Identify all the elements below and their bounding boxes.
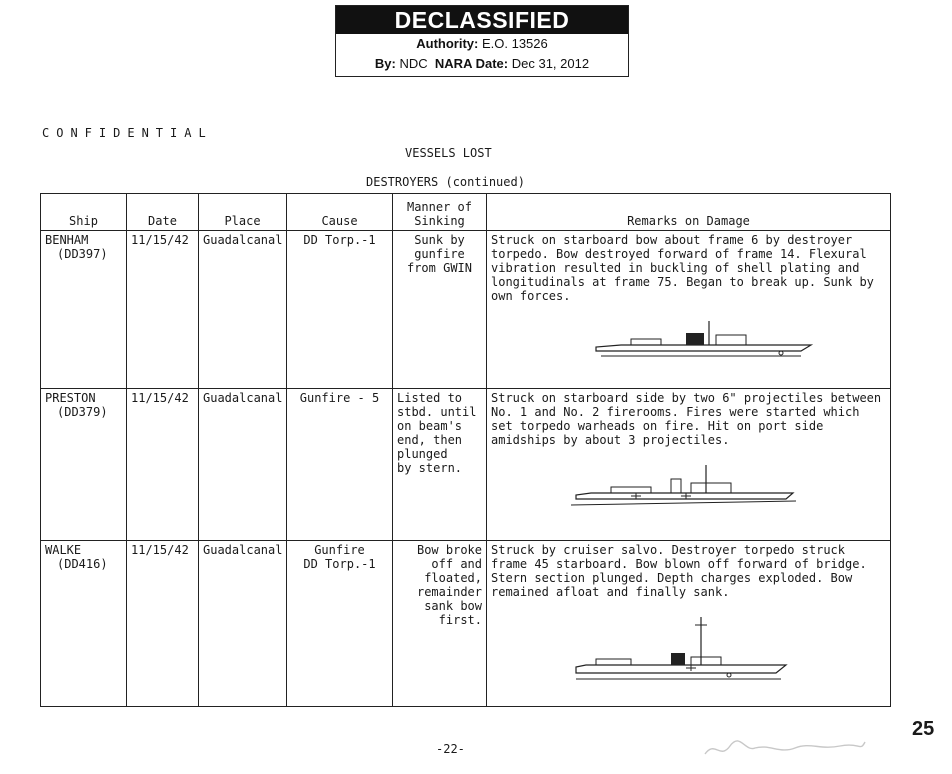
cell-place: Guadalcanal [199, 231, 287, 389]
ship-name: BENHAM [45, 233, 89, 247]
header-cause: Cause [287, 194, 393, 231]
cell-remarks [487, 389, 891, 541]
header-manner-line1: Manner of [406, 200, 473, 214]
cell-cause [287, 541, 393, 707]
vessels-lost-table [40, 193, 891, 707]
stamp-date-value: Dec 31, 2012 [511, 56, 590, 71]
classification-marking: CONFIDENTIAL [42, 126, 213, 140]
cell-remarks [487, 541, 891, 707]
manner-line: sank bow [424, 599, 482, 613]
page-number: -22- [436, 742, 465, 756]
remarks-text: Struck on starboard side by two 6" projectiles between No. 1 and No. 2 firerooms. Fires were started which set torpedo warheads on fire. Hit on port side amidships by about 3 projectiles. [491, 391, 882, 447]
cell-ship [41, 231, 127, 389]
manner-line: first. [438, 613, 482, 627]
header-place: Place [199, 194, 287, 231]
cell-cause: Gunfire - 5 [287, 389, 393, 541]
handwritten-signature [700, 732, 870, 762]
declassified-stamp [335, 5, 629, 77]
cell-manner [393, 389, 487, 541]
cell-date: 11/15/42 [127, 541, 199, 707]
cell-place: Guadalcanal [199, 541, 287, 707]
table-row [41, 231, 891, 389]
manner-line: Listed to [397, 391, 463, 405]
table-header-row [41, 194, 891, 231]
table-row [41, 541, 891, 707]
remarks-text: Struck on starboard bow about frame 6 by destroyer torpedo. Bow destroyed forward of frame 14. Flexural vibration resulted in buckling of shell plating and longitudinals at frame 75. Began to break up. Sunk by own forces. [491, 233, 874, 303]
stamp-authority-value: E.O. 13526 [481, 36, 548, 51]
manner-line: remainder [416, 585, 482, 599]
cell-ship [41, 541, 127, 707]
stamp-by-value: NDC [399, 56, 428, 71]
manner-line: stbd. until [397, 405, 477, 419]
ship-name: PRESTON [45, 391, 96, 405]
cell-manner [393, 231, 487, 389]
ship-profile-illustration [591, 321, 821, 361]
cell-ship [41, 389, 127, 541]
ship-hull-number: (DD416) [57, 557, 108, 571]
header-date: Date [127, 194, 199, 231]
ship-hull-number: (DD397) [57, 247, 108, 261]
manner-line: on beam's [397, 419, 463, 433]
manner-line: Sunk by [414, 233, 465, 247]
manner-line: Bow broke [416, 543, 482, 557]
cell-cause: DD Torp.-1 [287, 231, 393, 389]
cause-line: Gunfire [314, 543, 365, 557]
stamp-by-label: By: [374, 56, 396, 71]
ship-hull-number: (DD379) [57, 405, 108, 419]
cell-date: 11/15/42 [127, 389, 199, 541]
ship-name: WALKE [45, 543, 82, 557]
stamp-heading: DECLASSIFIED [336, 6, 628, 34]
ship-profile-illustration [571, 465, 801, 511]
cell-date: 11/15/42 [127, 231, 199, 389]
manner-line: gunfire [414, 247, 465, 261]
cell-place: Guadalcanal [199, 389, 287, 541]
corner-page-number: 25 [912, 718, 935, 740]
manner-line: floated, [424, 571, 482, 585]
cell-remarks [487, 231, 891, 389]
stamp-authority-line [336, 34, 628, 54]
manner-line: off and [431, 557, 482, 571]
manner-line: by stern. [397, 461, 463, 475]
manner-line: end, then [397, 433, 463, 447]
stamp-authority-label: Authority: [416, 36, 479, 51]
table-row [41, 389, 891, 541]
cell-manner [393, 541, 487, 707]
header-manner-line2: Sinking [414, 214, 465, 228]
header-remarks: Remarks on Damage [487, 194, 891, 231]
document-subtitle: DESTROYERS (continued) [366, 175, 525, 189]
stamp-by-line [336, 54, 628, 74]
document-title: VESSELS LOST [405, 146, 492, 160]
manner-line: plunged [397, 447, 448, 461]
cause-line: DD Torp.-1 [303, 557, 376, 571]
stamp-date-label: NARA Date: [434, 56, 509, 71]
header-ship: Ship [41, 194, 127, 231]
remarks-text: Struck by cruiser salvo. Destroyer torpedo struck frame 45 starboard. Bow blown off forward of bridge. Stern section plunged. Depth charges exploded. Bow remained afloat and finally sank. [491, 543, 867, 599]
header-manner [393, 194, 487, 231]
ship-profile-illustration [571, 617, 801, 683]
manner-line: from GWIN [406, 261, 473, 275]
